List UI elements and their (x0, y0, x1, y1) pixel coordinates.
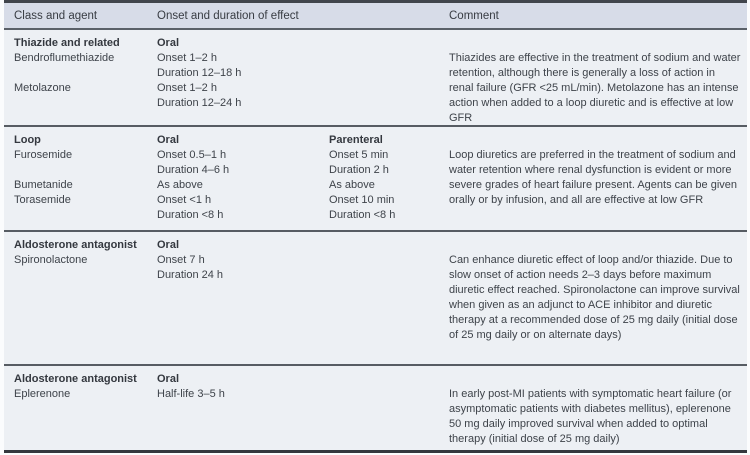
onset-oral-column (157, 372, 329, 448)
class-agent-column (4, 133, 157, 230)
oral-cell-line: Duration 12–18 h (157, 67, 242, 79)
parenteral-cell-line: Duration 2 h (329, 164, 389, 176)
header-onset-duration: Onset and duration of effect (157, 9, 299, 22)
table-body (4, 30, 747, 448)
comment-text: Loop diuretics are preferred in the treatment of sodium and water retention where renal dysfunction is evident or more severe grades of heart failure present. Agents can be given orally or by infusion, and all are effective at low GFR (449, 149, 738, 206)
class-agent-column (4, 372, 157, 448)
agent-cell-line: Aldosterone antagonist (14, 239, 137, 251)
oral-cell-line: As above (157, 179, 203, 191)
comment-text: Thiazides are effective in the treatment of sodium and water retention, although there is generally a loss of action in renal failure (GFR <25 mL/min). Metolazone has an intense action when added to a loop diuretic and is effective at low GFR (449, 52, 741, 124)
agent-cell-line (14, 163, 157, 178)
oral-cell-line: Oral (157, 239, 180, 251)
table-section-row (4, 366, 747, 448)
agent-cell-line (14, 96, 157, 111)
parenteral-cell-line: Onset 5 min (329, 149, 389, 161)
oral-cell-line: Oral (157, 134, 180, 146)
parenteral-cell-line: As above (329, 179, 375, 191)
onset-parenteral-column (329, 238, 449, 364)
agent-cell-line: Furosemide (14, 149, 73, 161)
oral-cell-line: Onset <1 h (157, 194, 212, 206)
agent-cell-line (14, 66, 157, 81)
header-comment: Comment (449, 9, 499, 22)
onset-parenteral-column (329, 133, 449, 230)
agent-cell-line: Bumetanide (14, 179, 73, 191)
comment-text: Can enhance diuretic effect of loop and/or thiazide. Due to slow onset of action needs 2–3 days before maximum diuretic effect reached. Spironolactone can improve survival when given as an adjunct to ACE inhibitor and diuretic therapy at a recommended dose of 25 mg daily (initial dose of 25 mg daily or on alternate days) (449, 254, 740, 341)
class-agent-column (4, 36, 157, 125)
agent-cell-line: Metolazone (14, 82, 71, 94)
table-section-row (4, 127, 747, 232)
agent-cell-line: Aldosterone antagonist (14, 373, 137, 385)
oral-cell-line: Duration 12–24 h (157, 97, 242, 109)
oral-cell-line: Onset 7 h (157, 254, 205, 266)
oral-cell-line: Half-life 3–5 h (157, 388, 225, 400)
oral-cell-line: Duration 24 h (157, 269, 224, 281)
parenteral-cell-line: Parenteral (329, 134, 383, 146)
onset-parenteral-column (329, 36, 449, 125)
comment-column (449, 133, 747, 230)
agent-cell-line: Eplerenone (14, 388, 71, 400)
agent-cell-line: Loop (14, 134, 41, 146)
comment-text: In early post-MI patients with symptomatic heart failure (or asymptomatic patients with diabetes mellitus), eplerenone 50 mg daily improved survival when added to optimal therapy (initial dose of 25 mg daily) (449, 388, 732, 445)
comment-column (449, 238, 747, 364)
oral-cell-line: Oral (157, 37, 180, 49)
table-header-row (4, 3, 747, 30)
oral-cell-line: Onset 1–2 h (157, 82, 217, 94)
parenteral-cell-line: Onset 10 min (329, 194, 395, 206)
agent-cell-line: Thiazide and related (14, 37, 120, 49)
class-agent-column (4, 238, 157, 364)
header-class-and-agent: Class and agent (14, 9, 98, 22)
oral-cell-line: Duration 4–6 h (157, 164, 230, 176)
parenteral-cell-line: Duration <8 h (329, 209, 396, 221)
comment-column (449, 36, 747, 125)
agent-cell-line (14, 208, 157, 223)
table-section-row (4, 30, 747, 127)
diuretics-table (4, 0, 747, 453)
onset-oral-column (157, 238, 329, 364)
agent-cell-line: Bendroflumethiazide (14, 52, 115, 64)
agent-cell-line: Torasemide (14, 194, 71, 206)
table-section-row (4, 232, 747, 366)
oral-cell-line: Duration <8 h (157, 209, 224, 221)
onset-oral-column (157, 36, 329, 125)
oral-cell-line: Onset 1–2 h (157, 52, 217, 64)
oral-cell-line: Oral (157, 373, 180, 385)
onset-oral-column (157, 133, 329, 230)
agent-cell-line: Spironolactone (14, 254, 88, 266)
oral-cell-line: Onset 0.5–1 h (157, 149, 227, 161)
onset-parenteral-column (329, 372, 449, 448)
comment-column (449, 372, 747, 448)
